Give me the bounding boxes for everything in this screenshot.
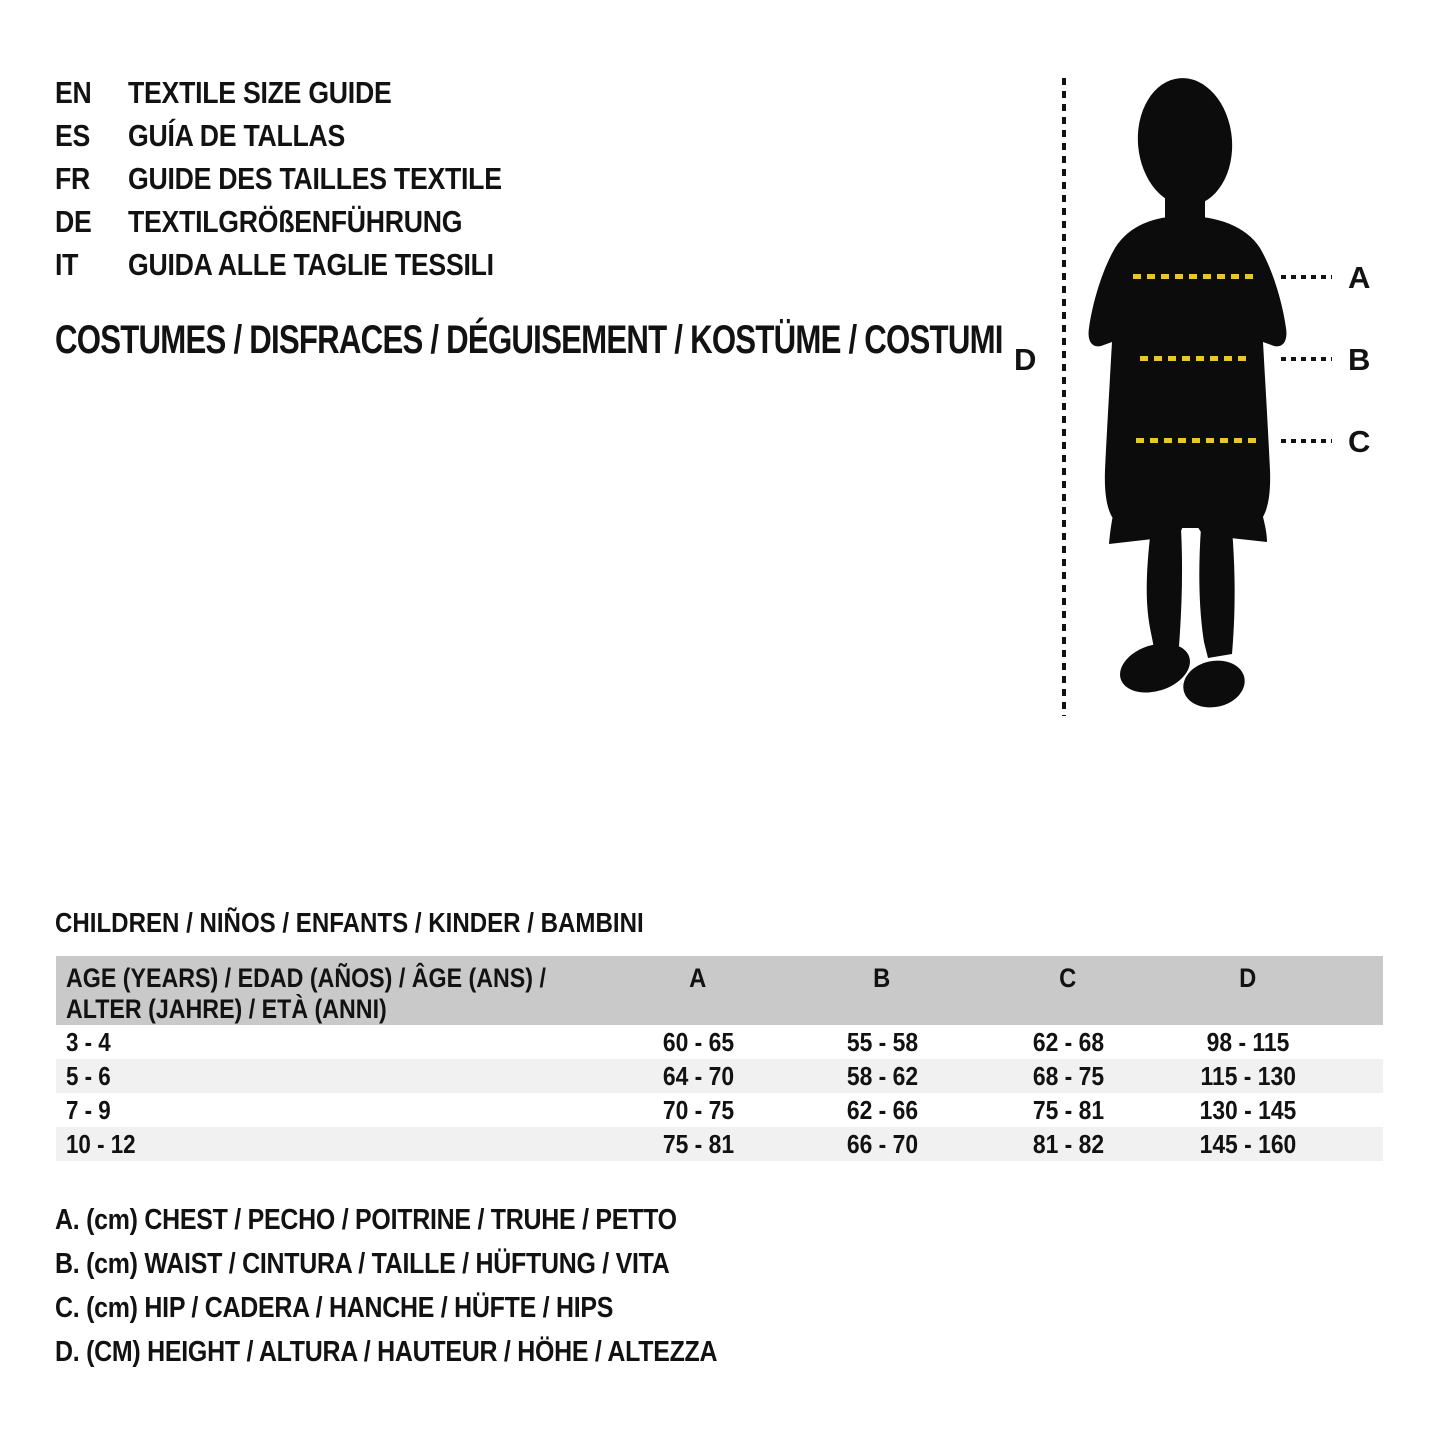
lang-title: GUÍA DE TALLAS [128, 117, 346, 153]
lang-title: GUIDA ALLE TAGLIE TESSILI [128, 246, 494, 282]
chest-leader-line [1281, 275, 1332, 279]
lang-code: FR [55, 160, 91, 196]
waist-cell: 66 - 70 [846, 1128, 918, 1159]
legend-waist: B. (cm) WAIST / CINTURA / TAILLE / HÜFTUNG / VITA [55, 1247, 670, 1280]
lang-title: TEXTILGRÖßENFÜHRUNG [128, 203, 463, 239]
lang-code: IT [55, 246, 79, 282]
lang-code: DE [55, 203, 92, 239]
chest-measure-line [1133, 274, 1256, 279]
measurement-legend [55, 1198, 825, 1374]
lang-code: EN [55, 74, 92, 110]
waist-label: B [1348, 342, 1371, 377]
column-header-d: D [1239, 963, 1257, 993]
hip-cell: 68 - 75 [1032, 1060, 1104, 1091]
lang-title: GUIDE DES TAILLES TEXTILE [128, 160, 502, 196]
hip-measure-line [1136, 438, 1257, 443]
hip-cell: 62 - 68 [1032, 1026, 1104, 1057]
height-cell: 115 - 130 [1200, 1060, 1296, 1091]
height-cell: 98 - 115 [1206, 1026, 1290, 1057]
waist-cell: 55 - 58 [846, 1026, 918, 1057]
table-row [56, 1059, 1383, 1093]
child-silhouette [1085, 76, 1290, 716]
lang-code: ES [55, 117, 91, 153]
table-header-row [56, 956, 1383, 1025]
column-header-c: C [1059, 963, 1077, 993]
waist-measure-line [1140, 356, 1249, 361]
category-title: COSTUMES / DISFRACES / DÉGUISEMENT / KOSTÜME / COSTUMI [55, 318, 1003, 362]
children-size-table [56, 956, 1383, 1161]
column-header-b: B [873, 963, 891, 993]
column-header-a: A [689, 963, 707, 993]
age-column-header: AGE (YEARS) / EDAD (AÑOS) / ÂGE (ANS) / ALTER (JAHRE) / ETÀ (ANNI) [66, 963, 546, 1024]
hip-cell: 75 - 81 [1032, 1094, 1104, 1125]
table-row [56, 1025, 1383, 1059]
age-cell: 7 - 9 [66, 1094, 111, 1125]
height-cell: 145 - 160 [1199, 1128, 1297, 1159]
legend-hip: C. (cm) HIP / CADERA / HANCHE / HÜFTE / HIPS [55, 1291, 614, 1324]
hip-leader-line [1281, 439, 1332, 443]
chest-cell: 75 - 81 [662, 1128, 734, 1159]
legend-chest: A. (cm) CHEST / PECHO / POITRINE / TRUHE / PETTO [55, 1203, 677, 1236]
age-cell: 5 - 6 [66, 1060, 111, 1091]
hip-label: C [1348, 424, 1371, 459]
height-label: D [1014, 342, 1037, 377]
height-dotted-line [1062, 78, 1066, 716]
lang-title: TEXTILE SIZE GUIDE [128, 74, 392, 110]
age-cell: 10 - 12 [66, 1128, 136, 1159]
chest-label: A [1348, 260, 1371, 295]
table-row [56, 1093, 1383, 1127]
chest-cell: 70 - 75 [662, 1094, 734, 1125]
height-cell: 130 - 145 [1199, 1094, 1297, 1125]
table-row [56, 1127, 1383, 1161]
chest-cell: 64 - 70 [662, 1060, 734, 1091]
age-cell: 3 - 4 [66, 1026, 111, 1057]
children-section-title: CHILDREN / NIÑOS / ENFANTS / KINDER / BAMBINI [55, 907, 644, 938]
waist-cell: 62 - 66 [846, 1094, 918, 1125]
hip-cell: 81 - 82 [1032, 1128, 1104, 1159]
chest-cell: 60 - 65 [662, 1026, 734, 1057]
waist-cell: 58 - 62 [846, 1060, 918, 1091]
legend-height: D. (CM) HEIGHT / ALTURA / HAUTEUR / HÖHE / ALTEZZA [55, 1335, 718, 1368]
waist-leader-line [1281, 357, 1332, 361]
